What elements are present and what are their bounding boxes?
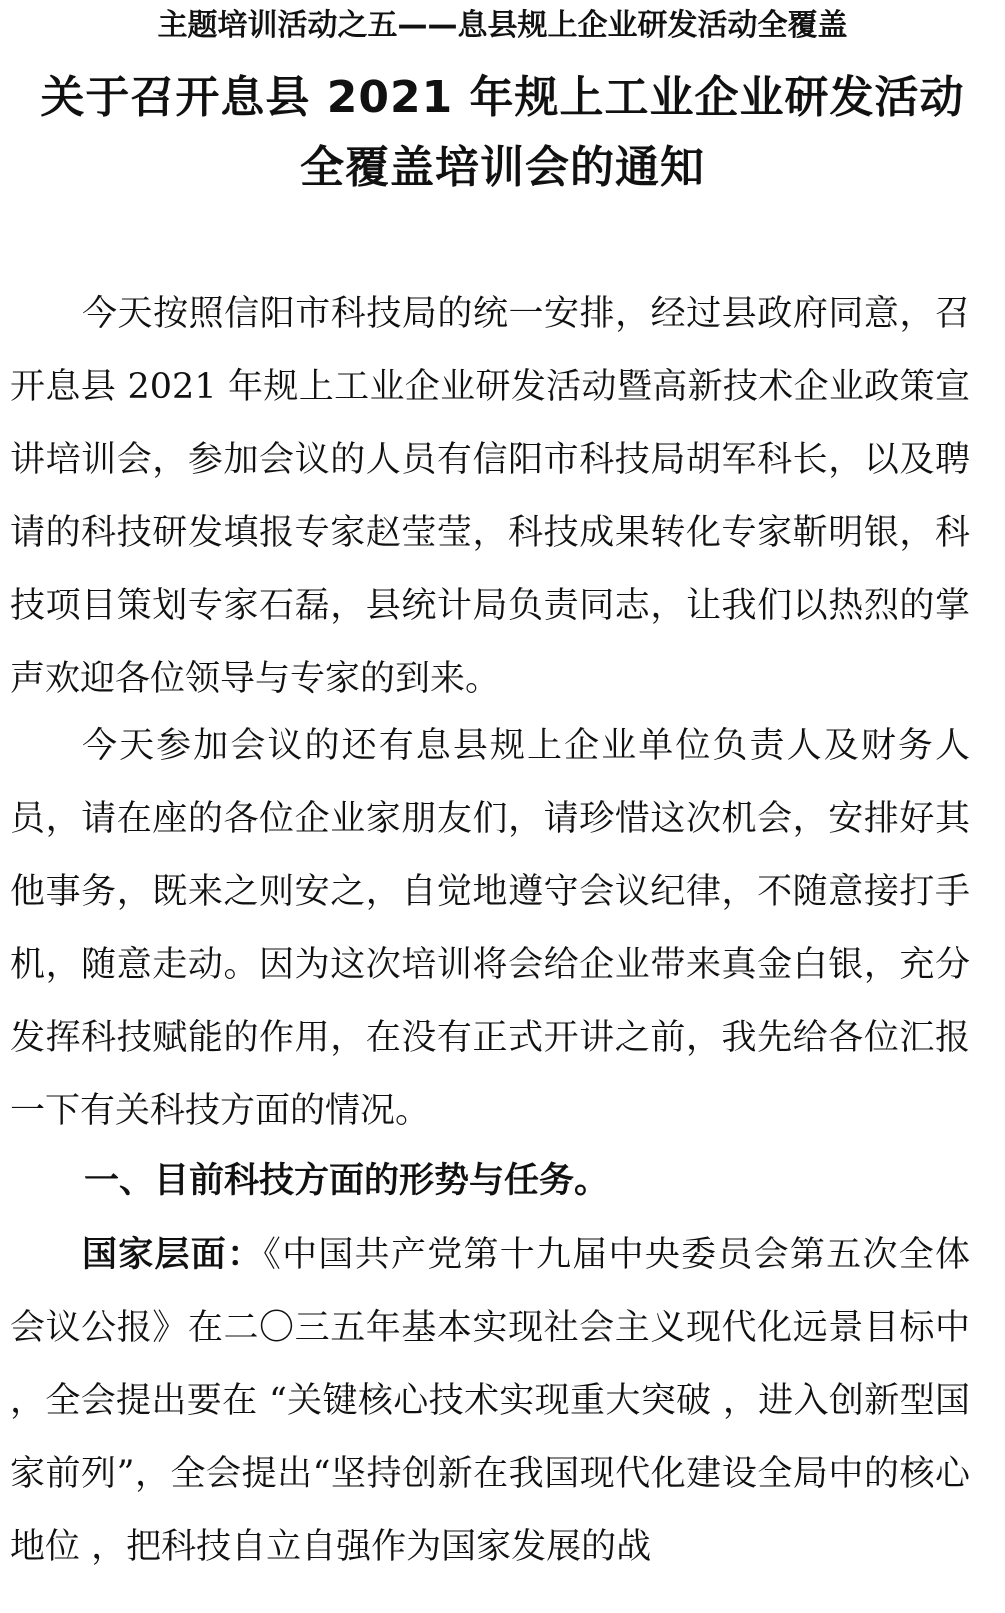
paragraph-3-text: 《中国共产党第十九届中央委员会第五次全体会议公报》在二〇三五年基本实现社会主义现代化远景目标中 ，全会提出要在 “关键核心技术实现重大突破 ，进入创新型国家前列”，全会提出“坚持创新在我国现代化建设全局中的核心地位 ，把科技自立自强作为国家发展的战 [10,1235,970,1567]
paragraph-1: 今天按照信阳市科技局的统一安排，经过县政府同意，召开息县 2021 年规上工业企业研发活动暨高新技术企业政策宣讲培训会，参加会议的人员有信阳市科技局胡军科长，以及聘请的科技研发填报专家赵莹莹，科技成果转化专家靳明银，科技项目策划专家石磊，县统计局负责同志，让我们以热烈的掌声欢迎各位领导与专家的到来。 [10,294,970,699]
section-heading: 一、目前科技方面的形势与任务。 [84,1161,610,1201]
paragraph-3-lead: 国家层面： [82,1235,264,1275]
document-title-line-2: 全覆盖培训会的通知 [300,142,705,193]
document-header: 主题培训活动之五——息县规上企业研发活动全覆盖 [157,8,848,43]
document-title-line-1: 关于召开息县 2021 年规上工业企业研发活动 [40,72,965,123]
paragraph-2: 今天参加会议的还有息县规上企业单位负责人及财务人员，请在座的各位企业家朋友们，请珍惜这次机会，安排好其他事务，既来之则安之，自觉地遵守会议纪律，不随意接打手机，随意走动。因为这次培训将会给企业带来真金白银，充分发挥科技赋能的作用，在没有正式开讲之前，我先给各位汇报一下有关科技方面的情况。 [10,726,970,1131]
paragraph-3 [10,1219,970,1584]
